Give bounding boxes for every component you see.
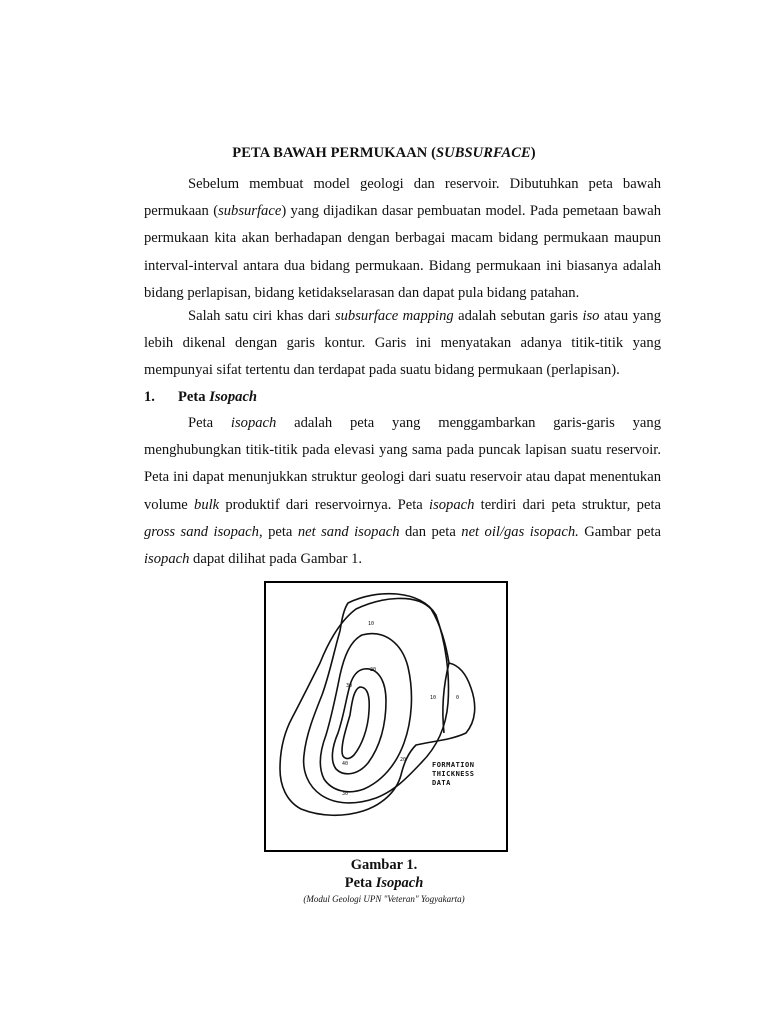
contour-label: 20	[400, 757, 407, 763]
contour-label: 40	[342, 761, 349, 767]
figure-caption-subtitle	[0, 875, 768, 892]
p2-text-d: iso	[582, 308, 600, 324]
section-number: 1.	[144, 389, 155, 405]
contour-label: 30	[346, 683, 353, 689]
figure-label-data: DATA	[432, 779, 451, 787]
p3-text-g: terdiri dari peta struktur, peta	[474, 496, 661, 513]
contour-label: 30	[342, 791, 349, 797]
contour-label: 20	[370, 667, 377, 673]
isopach-map-figure	[264, 581, 508, 852]
p1-text-c: ) yang dijadikan dasar pembuatan model. Pada pemetaan bawah permukaan kita akan berhadapan dengan berbagai macam bidang permukaan maupun interval-interval antara dua bidang permukaan. Bidang permukaan ini biasanya adalah bidang perlapisan, bidang ketidakselarasan dan dapat pula bidang patahan.	[144, 203, 662, 301]
title-main: PETA BAWAH PERMUKAAN (	[232, 145, 436, 161]
p2-text-c: adalah sebutan garis	[453, 308, 583, 324]
p2-text-e: atau yang lebih dikenal dengan garis kontur. Garis ini menyatakan adanya titik-titik yang mempunyai sifat tertentu dan terdapat pada suatu bidang permukaan (perlapisan).	[144, 308, 661, 379]
p3-text-h: gross sand isopach	[144, 523, 259, 540]
p3-text-o: dapat dilihat pada Gambar 1.	[189, 551, 363, 568]
contour-label: 10	[368, 621, 375, 627]
section-heading	[144, 384, 257, 411]
figure-label-thickness: THICKNESS	[432, 770, 475, 778]
p3-text-i: , peta	[258, 523, 298, 540]
p1-text-b: subsurface	[218, 203, 282, 220]
p3-text-a: Peta	[188, 415, 231, 431]
p3-text-j: net sand isopach	[297, 523, 400, 540]
p2-text-a: Salah satu ciri khas dari	[188, 308, 335, 324]
paragraph-3	[144, 410, 661, 573]
contour-30	[332, 669, 386, 774]
paragraph-1	[144, 171, 661, 307]
caption-subtitle-italic: Isopach	[375, 875, 424, 891]
p3-text-l: net oil/gas isopach.	[461, 523, 579, 540]
contour-20	[320, 634, 411, 792]
title-italic: SUBSURFACE	[436, 145, 531, 161]
p3-text-b: isopach	[230, 415, 277, 431]
contour-label: 0	[456, 695, 460, 701]
isopach-map-drawing	[266, 583, 506, 850]
figure-label-formation: FORMATION	[432, 761, 475, 769]
paragraph-2	[144, 303, 661, 385]
p3-text-c: adalah peta yang menggambarkan garis-garis yang menghubungkan titik-titik pada elevasi yang sama pada puncak lapisan suatu reservoir. Peta ini dapat menunjukkan struktur geologi dari suatu reservoir atau dapat menentukan volume	[144, 415, 661, 513]
contour-label: 10	[430, 695, 437, 701]
contour-10	[304, 594, 449, 803]
p3-text-e: produktif dari reservoirnya. Peta	[219, 496, 430, 513]
figure-caption-source: (Modul Geologi UPN "Veteran" Yogyakarta)	[303, 894, 465, 904]
caption-subtitle-text: Peta	[344, 875, 376, 891]
p3-text-k: dan peta	[399, 523, 462, 540]
p2-text-b: subsurface mapping	[334, 308, 454, 324]
p1-text-a: Sebelum membuat model geologi dan reservoir. Dibutuhkan peta bawah permukaan (	[144, 176, 661, 220]
figure-caption-title: Gambar 1.	[350, 857, 418, 873]
p3-text-n: isopach	[144, 551, 190, 568]
title-close: )	[530, 145, 536, 161]
section-heading-italic: Isopach	[209, 389, 258, 405]
section-heading-text: Peta	[178, 389, 210, 405]
page-title	[0, 145, 768, 162]
p3-text-d: bulk	[194, 496, 220, 513]
p3-text-m: Gambar peta	[578, 523, 661, 540]
p3-text-f: isopach	[429, 496, 475, 513]
